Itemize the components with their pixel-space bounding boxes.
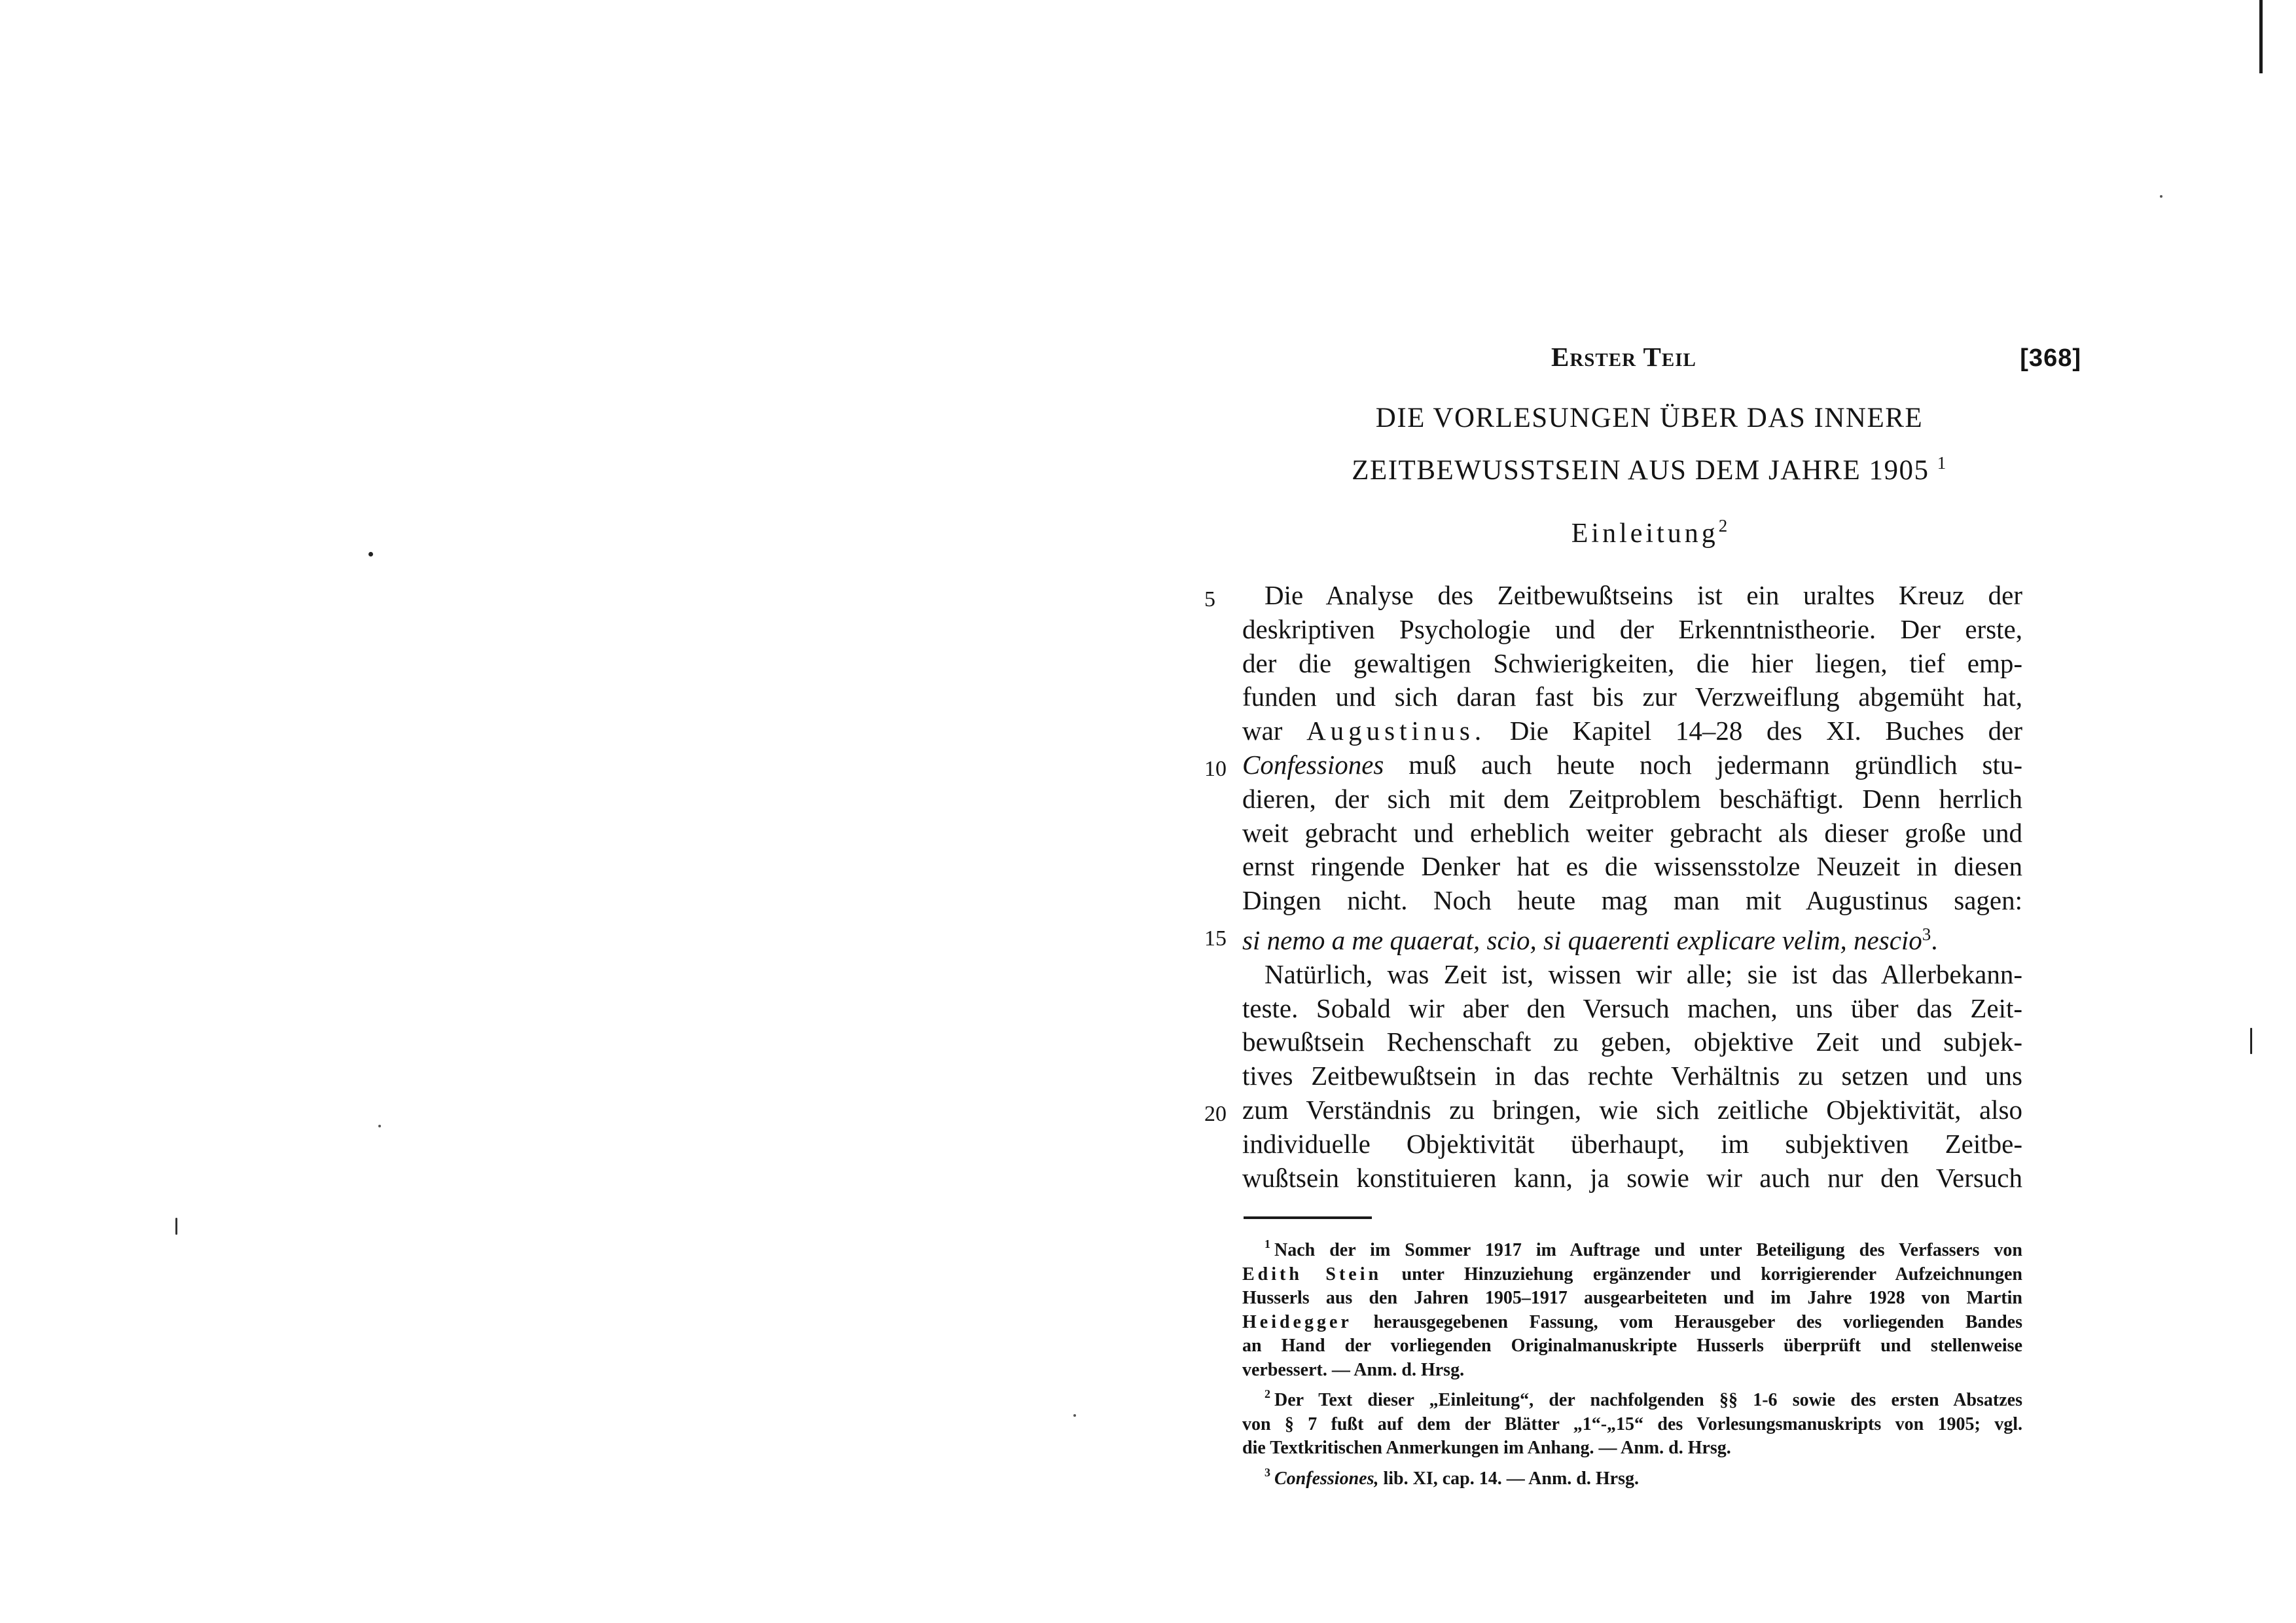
text-line: Natürlich, was Zeit ist, wissen wir alle; sie ist das Allerbekann- <box>1265 958 2022 989</box>
footnote-text: Nach der im Sommer 1917 im Auftrage und unter Beteiligung des Verfassers von <box>1274 1240 2022 1260</box>
text-line <box>1204 918 2022 958</box>
chapter-title-text: ZEITBEWUSSTSEIN AUS DEM JAHRE 1905 <box>1352 455 1929 486</box>
footnote-line: verbessert. — Anm. d. Hrsg. <box>1242 1359 1465 1380</box>
footnote-line <box>1242 1263 2022 1287</box>
line-number: 5 <box>1204 587 1215 611</box>
text-line <box>1242 714 2022 748</box>
text-line-content: Die Kapitel 14–28 des XI. Buches der <box>1509 716 2022 746</box>
emphasized-name: Augustinus. <box>1306 716 1486 746</box>
text-line <box>1204 579 2022 613</box>
footnote-line: von § 7 fußt auf dem der Blätter „1“-„15“ des Vorlesungsmanuskripts von 1905; vgl. <box>1242 1413 2022 1434</box>
text-line: deskriptiven Psychologie und der Erkenntnistheorie. Der erste, <box>1242 613 2022 644</box>
part-title: Erster Teil <box>1551 342 1696 372</box>
footnote-ref: 1 <box>1937 453 1947 473</box>
text-line <box>1204 748 2023 782</box>
text-line: individuelle Objektivität überhaupt, im subjektiven Zeitbe- <box>1242 1128 2022 1159</box>
footnote-1 <box>1242 1232 2022 1382</box>
footnote-name: Edith Stein <box>1242 1264 1382 1285</box>
scan-speck <box>368 552 373 556</box>
chapter-title-line: DIE VORLESUNGEN ÜBER DAS INNERE <box>1375 403 1924 433</box>
footnote-rule <box>1244 1216 1372 1219</box>
scan-speck <box>175 1218 177 1235</box>
section-heading <box>1230 516 2068 549</box>
body-text <box>1204 579 2023 1195</box>
line-number: 20 <box>1204 1101 1227 1126</box>
scan-speck <box>1073 1414 1076 1417</box>
footnote-name: Heidegger <box>1242 1311 1352 1332</box>
footnote-italic: Confessiones, <box>1274 1468 1379 1489</box>
scan-speck <box>2160 195 2162 198</box>
footnote-line <box>1242 1311 2022 1335</box>
page-edge-shadow <box>2259 0 2263 73</box>
footnote-ref: 3 <box>1922 924 1931 944</box>
footnote-text: unter Hinzuziehung ergänzender und korrigierender Aufzeichnungen <box>1401 1264 2023 1285</box>
text-line: tives Zeitbewußtsein in das rechte Verhältnis zu setzen und uns <box>1242 1061 2022 1091</box>
text-line: ernst ringende Denker hat es die wissensstolze Neuzeit in diesen <box>1242 851 2022 882</box>
latin-quote: si nemo a me quaerat, scio, si quaerenti explicare velim, nescio <box>1242 924 1922 955</box>
text-line: Dingen nicht. Noch heute mag man mit Augustinus sagen: <box>1242 885 2022 916</box>
text-line: wußtsein konstituieren kann, ja sowie wir auch nur den Versuch <box>1242 1162 2022 1193</box>
italic-title: Confessiones <box>1242 749 1384 780</box>
section-heading-text: Einleitung <box>1571 519 1719 549</box>
footnote-text: Der Text dieser „Einleitung“, der nachfolgenden §§ 1-6 sowie des ersten Absatzes <box>1274 1390 2022 1410</box>
footnote-line: Husserls aus den Jahren 1905–1917 ausgearbeiteten und im Jahre 1928 von Martin <box>1242 1288 2022 1308</box>
footnote-2 <box>1242 1382 2022 1461</box>
footnote-line: an Hand der vorliegenden Originalmanuskripte Husserls überprüft und stellenweise <box>1242 1336 2022 1356</box>
footnotes <box>1242 1232 2022 1491</box>
text-line: bewußtsein Rechenschaft zu geben, objektive Zeit und subjek- <box>1242 1027 2022 1057</box>
footnote-text: lib. XI, cap. 14. — Anm. d. Hrsg. <box>1383 1468 1639 1489</box>
footnote-mark: 2 <box>1265 1387 1270 1400</box>
footnote-line: die Textkritischen Anmerkungen im Anhang. — Anm. d. Hrsg. <box>1242 1438 1731 1458</box>
text-line: teste. Sobald wir aber den Versuch machen, uns über das Zeit- <box>1242 993 2022 1023</box>
line-number: 10 <box>1204 756 1227 781</box>
line-number: 15 <box>1204 926 1227 951</box>
footnote-line <box>1242 1461 2022 1491</box>
text-line: weit gebracht und erheblich weiter gebracht als dieser große und <box>1242 817 2022 848</box>
footnote-line <box>1242 1382 2022 1413</box>
text-line: funden und sich daran fast bis zur Verzweiflung abgemüht hat, <box>1242 682 2022 712</box>
text-line-content: war <box>1242 716 1283 746</box>
text-line <box>1204 1093 2022 1127</box>
text-line-content: muß auch heute noch jedermann gründlich stu- <box>1408 749 2023 780</box>
scan-speck <box>2250 1028 2252 1054</box>
text-line-content: Die Analyse des Zeitbewußtseins ist ein uraltes Kreuz der <box>1265 580 2022 610</box>
running-head <box>1244 341 2081 373</box>
text-line: der die gewaltigen Schwierigkeiten, die hier liegen, tief emp- <box>1242 647 2022 678</box>
footnote-mark: 1 <box>1265 1237 1270 1250</box>
footnote-mark: 3 <box>1265 1465 1270 1479</box>
text-line-content: . <box>1931 924 1938 955</box>
footnote-text: herausgegebenen Fassung, vom Herausgeber des vorliegenden Bandes <box>1373 1311 2023 1332</box>
scan-speck <box>378 1125 381 1127</box>
footnote-3 <box>1242 1461 2022 1491</box>
footnote-line <box>1242 1232 2022 1263</box>
text-line: dieren, der sich mit dem Zeitproblem beschäftigt. Denn herrlich <box>1242 783 2022 814</box>
chapter-title-line <box>1230 441 2068 493</box>
text-line-content: zum Verständnis zu bringen, wie sich zeitliche Objektivität, also <box>1242 1094 2022 1125</box>
footnote-ref: 2 <box>1718 516 1728 536</box>
page-number: [368] <box>2020 344 2081 372</box>
chapter-title <box>1230 395 2068 493</box>
